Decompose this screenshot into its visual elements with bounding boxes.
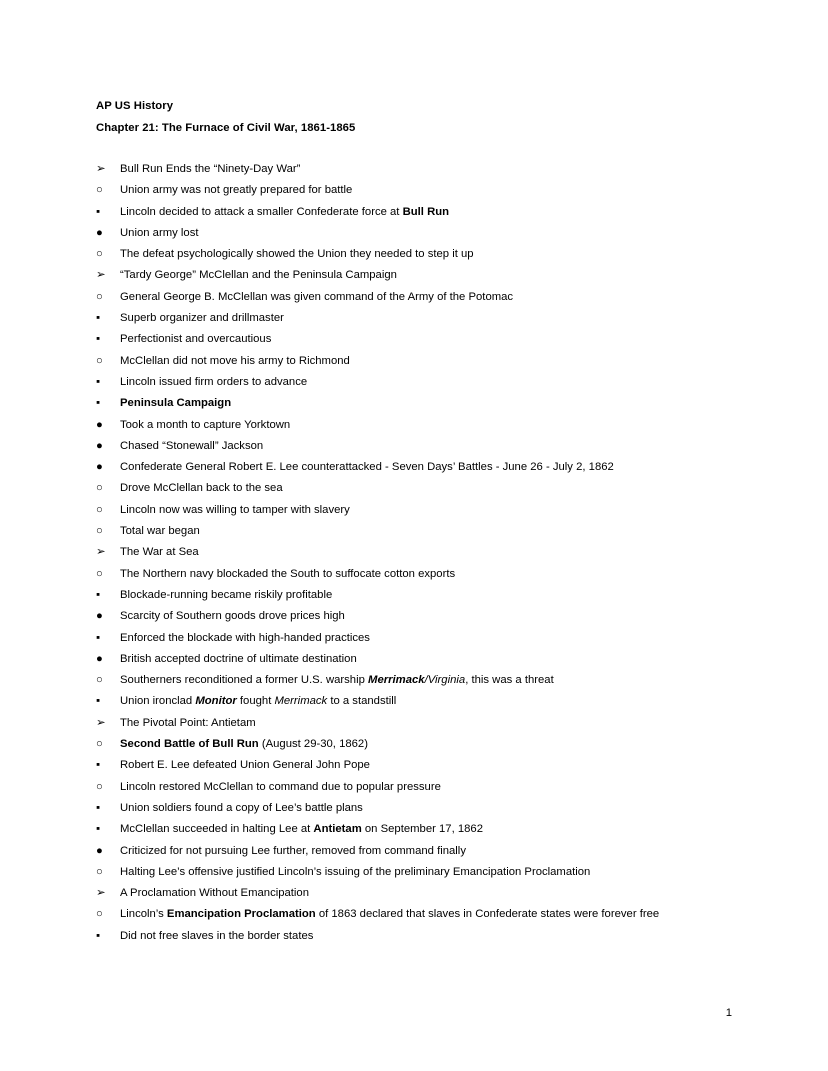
outline-item-row — [96, 372, 736, 393]
bullet-marker-icon: ▪ — [96, 631, 101, 644]
outline-item-row — [96, 521, 736, 542]
outline-item-british-ultimate-destination — [96, 649, 736, 670]
bullet-marker-icon: ○ — [96, 503, 103, 516]
outline-item-row — [96, 287, 736, 308]
heading-spacer — [96, 139, 736, 159]
outline-item-second-battle-bull-run — [96, 734, 736, 777]
outline-item-lee-defeated-pope — [96, 755, 736, 776]
outline-item-text: Lincoln now was willing to tamper with slavery — [120, 503, 350, 516]
outline-item-text: The defeat psychologically showed the Union they needed to step it up — [120, 248, 474, 261]
outline-item-row — [96, 926, 736, 947]
outline-item-row — [96, 904, 736, 925]
outline-item-text: Lincoln’s Emancipation Proclamation of 1863 declared that slaves in Confederate states were forever free — [120, 908, 660, 921]
outline-item-halting-lee-antietam — [96, 819, 736, 862]
outline-sublist-level-5 — [96, 478, 736, 499]
outline-item-chased-stonewall — [96, 436, 736, 457]
outline-item-row — [96, 308, 736, 329]
outline-item-text: Took a month to capture Yorktown — [120, 418, 291, 431]
bullet-marker-icon: ○ — [96, 525, 103, 538]
outline-item-row — [96, 393, 736, 414]
outline-sublist-level-3 — [96, 755, 736, 776]
outline-item-text: Did not free slaves in the border states — [120, 929, 314, 942]
outline-item-halting-lee-justified — [96, 862, 736, 883]
outline-item-text: Southerners reconditioned a former U.S. warship Merrimack/Virginia, this was a threat — [120, 674, 554, 687]
outline-item-text: Lincoln issued firm orders to advance — [120, 375, 308, 388]
outline-item-row — [96, 798, 736, 819]
bullet-marker-icon: ○ — [96, 290, 103, 303]
bullet-marker-icon: ▪ — [96, 801, 101, 814]
outline-item-row — [96, 755, 736, 776]
outline-item-text: Peninsula Campaign — [120, 397, 232, 410]
outline-item-lee-counterattacked — [96, 457, 736, 500]
outline-item-row — [96, 478, 736, 499]
outline-item-row — [96, 457, 736, 478]
outline-item-union-army-lost — [96, 223, 736, 244]
outline-sublist-level-4 — [96, 223, 736, 244]
course-title: AP US History — [96, 100, 174, 112]
outline-item-row — [96, 585, 736, 606]
outline-item-row — [96, 244, 736, 265]
outline-item-did-not-free-border-states — [96, 926, 736, 947]
outline-sublist-level-3 — [96, 585, 736, 670]
outline-item-criticized-removed — [96, 841, 736, 862]
outline-sublist-level-2 — [96, 564, 736, 713]
outline-sublist-level-3 — [96, 926, 736, 947]
outline-item-text: Drove McClellan back to the sea — [120, 482, 283, 495]
outline-item-text: Union army lost — [120, 226, 199, 239]
outline-item-bull-run-ends — [96, 159, 736, 265]
outline-sublist-level-2 — [96, 180, 736, 265]
outline-item-row — [96, 329, 736, 350]
outline-item-row — [96, 180, 736, 201]
outline-sublist-level-3 — [96, 798, 736, 862]
bullet-marker-icon: ○ — [96, 674, 103, 687]
bullet-marker-icon: ○ — [96, 184, 103, 197]
outline-item-text: A Proclamation Without Emancipation — [120, 887, 310, 900]
outline-sublist-level-4 — [96, 415, 736, 500]
outline-item-superb-organizer — [96, 308, 736, 329]
outline-item-drove-mcclellan-sea — [96, 478, 736, 499]
outline-item-text: McClellan did not move his army to Richmond — [120, 354, 350, 367]
outline-item-row — [96, 691, 736, 712]
outline-item-row — [96, 819, 736, 840]
outline-item-row — [96, 883, 736, 904]
outline-item-text: Scarcity of Southern goods drove prices high — [120, 610, 345, 623]
bullet-marker-icon: ○ — [96, 354, 103, 367]
outline-sublist-level-2 — [96, 287, 736, 543]
bullet-marker-icon: ▪ — [96, 397, 101, 410]
outline-item-row — [96, 862, 736, 883]
outline-sublist-level-3 — [96, 202, 736, 245]
outline-item-text: Union soldiers found a copy of Lee’s battle plans — [120, 801, 363, 814]
outline-item-text: General George B. McClellan was given command of the Army of the Potomac — [120, 290, 514, 303]
outline-item-capture-yorktown — [96, 415, 736, 436]
outline-item-text: Union army was not greatly prepared for battle — [120, 184, 353, 197]
outline-item-row — [96, 713, 736, 734]
outline-item-row — [96, 436, 736, 457]
outline-item-lincoln-tamper-slavery — [96, 500, 736, 521]
bullet-marker-icon: ● — [96, 226, 103, 239]
outline-item-text: Halting Lee’s offensive justified Lincoln’s issuing of the preliminary Emancipation Proclamation — [120, 865, 591, 878]
outline-item-row — [96, 415, 736, 436]
outline-item-text: McClellan succeeded in halting Lee at Antietam on September 17, 1862 — [120, 823, 483, 836]
bullet-marker-icon: ➢ — [96, 269, 106, 282]
outline-item-row — [96, 351, 736, 372]
outline-item-text: Blockade-running became riskily profitable — [120, 588, 333, 601]
outline-item-row — [96, 649, 736, 670]
outline-item-row — [96, 841, 736, 862]
bullet-marker-icon: ○ — [96, 482, 103, 495]
outline-item-total-war-began — [96, 521, 736, 542]
bullet-marker-icon: ● — [96, 844, 103, 857]
bullet-marker-icon: ➢ — [96, 716, 106, 729]
outline-item-mcclellan-given-command — [96, 287, 736, 351]
outline-item-text: Robert E. Lee defeated Union General John Pope — [120, 759, 370, 772]
outline-item-text: Chased “Stonewall” Jackson — [120, 439, 264, 452]
outline-item-text: The War at Sea — [120, 546, 199, 559]
outline-item-text: Total war began — [120, 525, 200, 538]
bullet-marker-icon: ▪ — [96, 312, 101, 325]
bullet-marker-icon: ○ — [96, 567, 103, 580]
bullet-marker-icon: ▪ — [96, 929, 101, 942]
outline-item-lincoln-attack-bull-run — [96, 202, 736, 245]
outline-item-text: Lincoln restored McClellan to command due to popular pressure — [120, 780, 441, 793]
outline-item-found-battle-plans — [96, 798, 736, 819]
bullet-marker-icon: ▪ — [96, 375, 101, 388]
bullet-marker-icon: ▪ — [96, 205, 101, 218]
bullet-marker-icon: ➢ — [96, 163, 106, 175]
chapter-title: Chapter 21: The Furnace of Civil War, 1861-1865 — [96, 121, 356, 134]
bullet-marker-icon: ▪ — [96, 823, 101, 836]
document-body — [96, 96, 736, 947]
outline-item-lincoln-restored-mcclellan — [96, 777, 736, 862]
outline-item-text: British accepted doctrine of ultimate destination — [120, 652, 357, 665]
outline-item-tardy-george-mcclellan — [96, 265, 736, 542]
outline-item-row — [96, 628, 736, 649]
outline-item-row — [96, 777, 736, 798]
bullet-marker-icon: ● — [96, 610, 103, 623]
bullet-marker-icon: ➢ — [96, 546, 106, 559]
outline-item-enforced-blockade — [96, 628, 736, 671]
outline-item-defeat-psychologically — [96, 244, 736, 265]
outline-item-text: Bull Run Ends the “Ninety-Day War” — [120, 163, 301, 175]
outline-item-union-army-unprepared — [96, 180, 736, 244]
outline-sublist-level-3 — [96, 308, 736, 351]
bullet-marker-icon: ● — [96, 439, 103, 452]
outline-item-mcclellan-no-move-richmond — [96, 351, 736, 500]
outline-item-row — [96, 265, 736, 286]
bullet-marker-icon: ○ — [96, 738, 103, 751]
outline-item-text: “Tardy George” McClellan and the Peninsula Campaign — [120, 269, 397, 282]
outline-item-scarcity-prices-high — [96, 606, 736, 627]
outline-item-row — [96, 606, 736, 627]
bullet-marker-icon: ● — [96, 652, 103, 665]
outline-item-text: Confederate General Robert E. Lee counterattacked - Seven Days’ Battles - June 26 - July 2, 1862 — [120, 461, 614, 474]
outline-item-lincoln-firm-orders — [96, 372, 736, 393]
bullet-marker-icon: ▪ — [96, 759, 101, 772]
outline-sublist-level-4 — [96, 606, 736, 627]
outline-item-monitor-vs-merrimack — [96, 691, 736, 712]
outline-item-text: The Northern navy blockaded the South to suffocate cotton exports — [120, 567, 456, 580]
bullet-marker-icon: ○ — [96, 780, 103, 793]
outline-item-row — [96, 670, 736, 691]
outline-item-text: Lincoln decided to attack a smaller Confederate force at Bull Run — [120, 205, 450, 218]
outline-item-pivotal-point-antietam — [96, 713, 736, 883]
outline-item-text: Enforced the blockade with high-handed practices — [120, 631, 370, 644]
outline-item-text: Criticized for not pursuing Lee further, removed from command finally — [120, 844, 466, 857]
outline-item-row — [96, 500, 736, 521]
outline-item-text: Second Battle of Bull Run (August 29-30, 1862) — [120, 738, 368, 751]
outline-item-row — [96, 159, 736, 180]
bullet-marker-icon: ○ — [96, 908, 103, 921]
outline-item-row — [96, 202, 736, 223]
outline-sublist-level-4 — [96, 649, 736, 670]
outline-item-war-at-sea — [96, 542, 736, 712]
outline-item-row — [96, 542, 736, 563]
outline-item-text: The Pivotal Point: Antietam — [120, 716, 256, 729]
outline-item-southerners-merrimack — [96, 670, 736, 713]
outline-item-peninsula-campaign — [96, 393, 736, 499]
outline-item-text: Union ironclad Monitor fought Merrimack to a standstill — [120, 695, 397, 708]
bullet-marker-icon: ○ — [96, 248, 103, 261]
bullet-marker-icon: ▪ — [96, 333, 101, 346]
outline-item-text: Superb organizer and drillmaster — [120, 312, 284, 325]
bullet-marker-icon: ○ — [96, 865, 103, 878]
outline-item-text: Perfectionist and overcautious — [120, 333, 272, 346]
outline-sublist-level-2 — [96, 904, 736, 947]
outline-item-northern-navy-blockade — [96, 564, 736, 670]
outline-sublist-level-2 — [96, 734, 736, 883]
outline-item-row — [96, 223, 736, 244]
page-number: 1 — [725, 1007, 732, 1019]
outline-sublist-level-3 — [96, 691, 736, 712]
outline-sublist-level-4 — [96, 841, 736, 862]
outline-item-proclamation-without-emancipation — [96, 883, 736, 947]
outline-list — [96, 159, 736, 947]
outline-item-perfectionist-overcautious — [96, 329, 736, 350]
bullet-marker-icon: ▪ — [96, 695, 101, 708]
outline-sublist-level-3 — [96, 372, 736, 500]
bullet-marker-icon: ➢ — [96, 887, 106, 900]
bullet-marker-icon: ● — [96, 418, 103, 431]
bullet-marker-icon: ● — [96, 461, 103, 474]
bullet-marker-icon: ▪ — [96, 588, 101, 601]
outline-item-row — [96, 734, 736, 755]
outline-item-blockade-running-profitable — [96, 585, 736, 628]
outline-item-emancipation-proclamation-1863 — [96, 904, 736, 947]
outline-item-row — [96, 564, 736, 585]
